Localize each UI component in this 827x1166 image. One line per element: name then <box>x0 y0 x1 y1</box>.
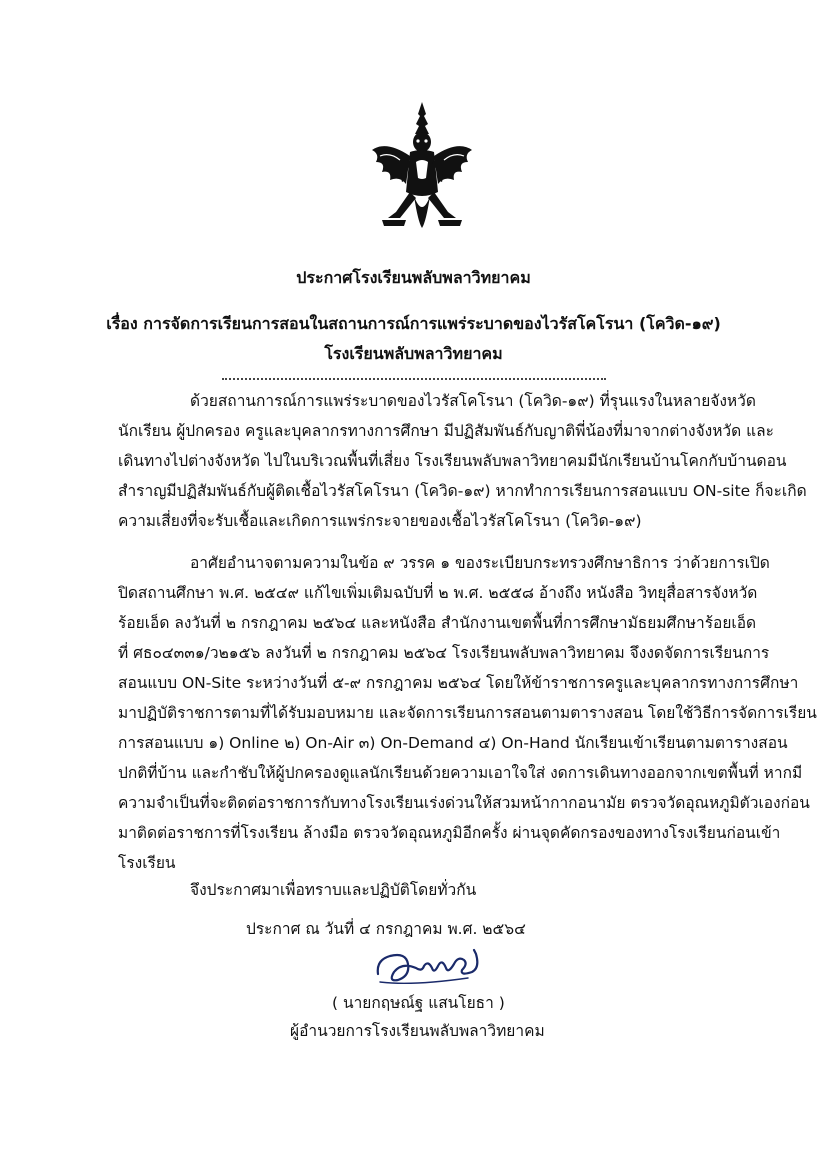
paragraph1-line: ความเสี่ยงที่จะรับเชื้อและเกิดการแพร่กระจายของเชื้อไวรัสโคโรนา (โควิด-๑๙) <box>118 512 642 530</box>
school-name: โรงเรียนพลับพลาวิทยาคม <box>324 344 503 363</box>
subject-line: เรื่อง การจัดการเรียนการสอนในสถานการณ์การแพร่ระบาดของไวรัสโคโรนา (โควิด-๑๙) <box>106 314 721 333</box>
handwritten-signature-icon <box>372 946 492 988</box>
dotted-separator <box>222 372 606 380</box>
paragraph1-line: สำราญมีปฏิสัมพันธ์กับผู้ติดเชื้อไวรัสโคโรนา (โควิด-๑๙) หากทำการเรียนการสอนแบบ ON-site ก็จะเกิด <box>118 482 807 500</box>
date-line: ประกาศ ณ วันที่ ๔ กรกฎาคม พ.ศ. ๒๕๖๔ <box>246 920 526 938</box>
paragraph2-line: ความจำเป็นที่จะติดต่อราชการกับทางโรงเรียนเร่งด่วนให้สวมหน้ากากอนามัย ตรวจวัดอุณหภูมิตัวเองก่อน <box>118 794 810 812</box>
paragraph2-line: ปกติที่บ้าน และกำชับให้ผู้ปกครองดูแลนักเรียนด้วยความเอาใจใส่ งดการเดินทางออกจากเขตพื้นที่ หากมี <box>118 764 803 782</box>
paragraph2-line: สอนแบบ ON-Site ระหว่างวันที่ ๕-๙ กรกฎาคม ๒๕๖๔ โดยให้ข้าราชการครูและบุคลากรทางการศึกษา <box>118 674 799 692</box>
paragraph2-line: มาติดต่อราชการที่โรงเรียน ล้างมือ ตรวจวัดอุณหภูมิอีกครั้ง ผ่านจุดคัดกรองของทางโรงเรียนก่อนเข้า <box>118 824 781 842</box>
announcement-title: ประกาศโรงเรียนพลับพลาวิทยาคม <box>296 268 531 287</box>
closing-line: จึงประกาศมาเพื่อทราบและปฏิบัติโดยทั่วกัน <box>190 881 477 899</box>
garuda-emblem-icon <box>366 100 478 232</box>
paragraph2-line: โรงเรียน <box>118 854 176 872</box>
paragraph2-line: อาศัยอำนาจตามความในข้อ ๙ วรรค ๑ ของระเบียบกระทรวงศึกษาธิการ ว่าด้วยการเปิด <box>190 554 770 572</box>
paragraph2-line: การสอนแบบ ๑) Online ๒) On-Air ๓) On-Demand ๔) On-Hand นักเรียนเข้าเรียนตามตารางสอน <box>118 734 788 752</box>
paragraph1-line: ด้วยสถานการณ์การแพร่ระบาดของไวรัสโคโรนา (โควิด-๑๙) ที่รุนแรงในหลายจังหวัด <box>190 392 756 410</box>
paragraph2-line: มาปฏิบัติราชการตามที่ได้รับมอบหมาย และจัดการเรียนการสอนตามตารางสอน โดยใช้วิธีการจัดการเรียน <box>118 704 817 722</box>
paragraph2-line: ที่ ศธ๐๔๓๓๑/ว๒๑๕๖ ลงวันที่ ๒ กรกฎาคม ๒๕๖๔ โรงเรียนพลับพลาวิทยาคม จึงงดจัดการเรียนการ <box>118 644 770 662</box>
paragraph2-line: ปิดสถานศึกษา พ.ศ. ๒๕๔๙ แก้ไขเพิ่มเติมฉบับที่ ๒ พ.ศ. ๒๕๕๘ อ้างถึง หนังสือ วิทยุสื่อสารจังหวัด <box>118 584 758 602</box>
paragraph1-line: นักเรียน ผู้ปกครอง ครูและบุคลากรทางการศึกษา มีปฏิสัมพันธ์กับญาติพี่น้องที่มาจากต่างจังหวัด และ <box>118 422 774 440</box>
signer-name: ( นายกฤษณ์ฐ แสนโยธา ) <box>332 994 505 1012</box>
paragraph1-line: เดินทางไปต่างจังหวัด ไปในบริเวณพื้นที่เสี่ยง โรงเรียนพลับพลาวิทยาคมมีนักเรียนบ้านโคกกับบ้านดอน <box>118 452 787 470</box>
paragraph2-line: ร้อยเอ็ด ลงวันที่ ๒ กรกฎาคม ๒๕๖๔ และหนังสือ สำนักงานเขตพื้นที่การศึกษามัธยมศึกษาร้อยเอ็ด <box>118 614 757 632</box>
signer-position: ผู้อำนวยการโรงเรียนพลับพลาวิทยาคม <box>290 1022 545 1040</box>
